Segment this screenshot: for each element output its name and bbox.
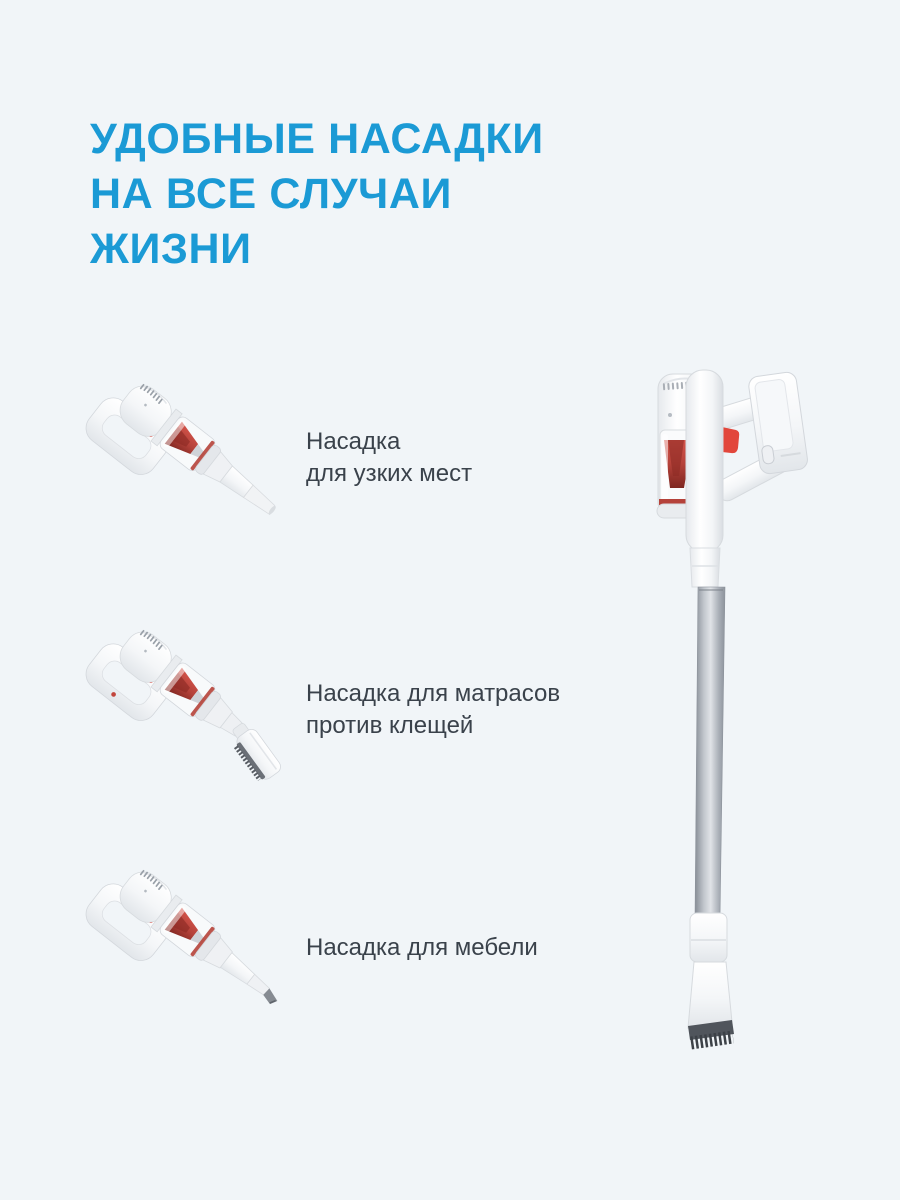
label-line: против клещей bbox=[306, 712, 474, 739]
attachment-label-furniture bbox=[306, 932, 538, 964]
page-title bbox=[90, 112, 544, 277]
stick-vacuum-image bbox=[626, 360, 856, 1065]
wand-tube bbox=[695, 587, 725, 917]
title-line: НА ВСЕ СЛУЧАИ bbox=[90, 170, 453, 218]
crevice-attachment-image bbox=[76, 372, 286, 540]
crevice-nozzle bbox=[220, 466, 280, 519]
handheld-vacuum-body bbox=[80, 618, 240, 764]
trigger bbox=[722, 427, 739, 453]
label-line: Насадка для матрасов bbox=[306, 680, 561, 707]
bristles bbox=[691, 1037, 733, 1043]
label-line: Насадка для мебели bbox=[306, 934, 538, 961]
mattress-attachment-image bbox=[76, 618, 286, 790]
handheld-vacuum-body bbox=[80, 858, 240, 1004]
main-body-pillar bbox=[686, 370, 723, 587]
label-line: для узких мест bbox=[306, 460, 473, 487]
title-line: ЖИЗНИ bbox=[90, 225, 252, 273]
label-line: Насадка bbox=[306, 428, 401, 455]
bottom-nozzle bbox=[688, 913, 734, 1043]
handheld-vacuum-body bbox=[80, 372, 240, 518]
furniture-nozzle bbox=[220, 953, 283, 1008]
attachment-label-crevice bbox=[306, 426, 472, 490]
furniture-attachment-image bbox=[76, 858, 286, 1028]
title-line: УДОБНЫЕ НАСАДКИ bbox=[90, 115, 544, 163]
battery-pack bbox=[748, 371, 809, 475]
attachment-label-mattress bbox=[306, 678, 560, 742]
